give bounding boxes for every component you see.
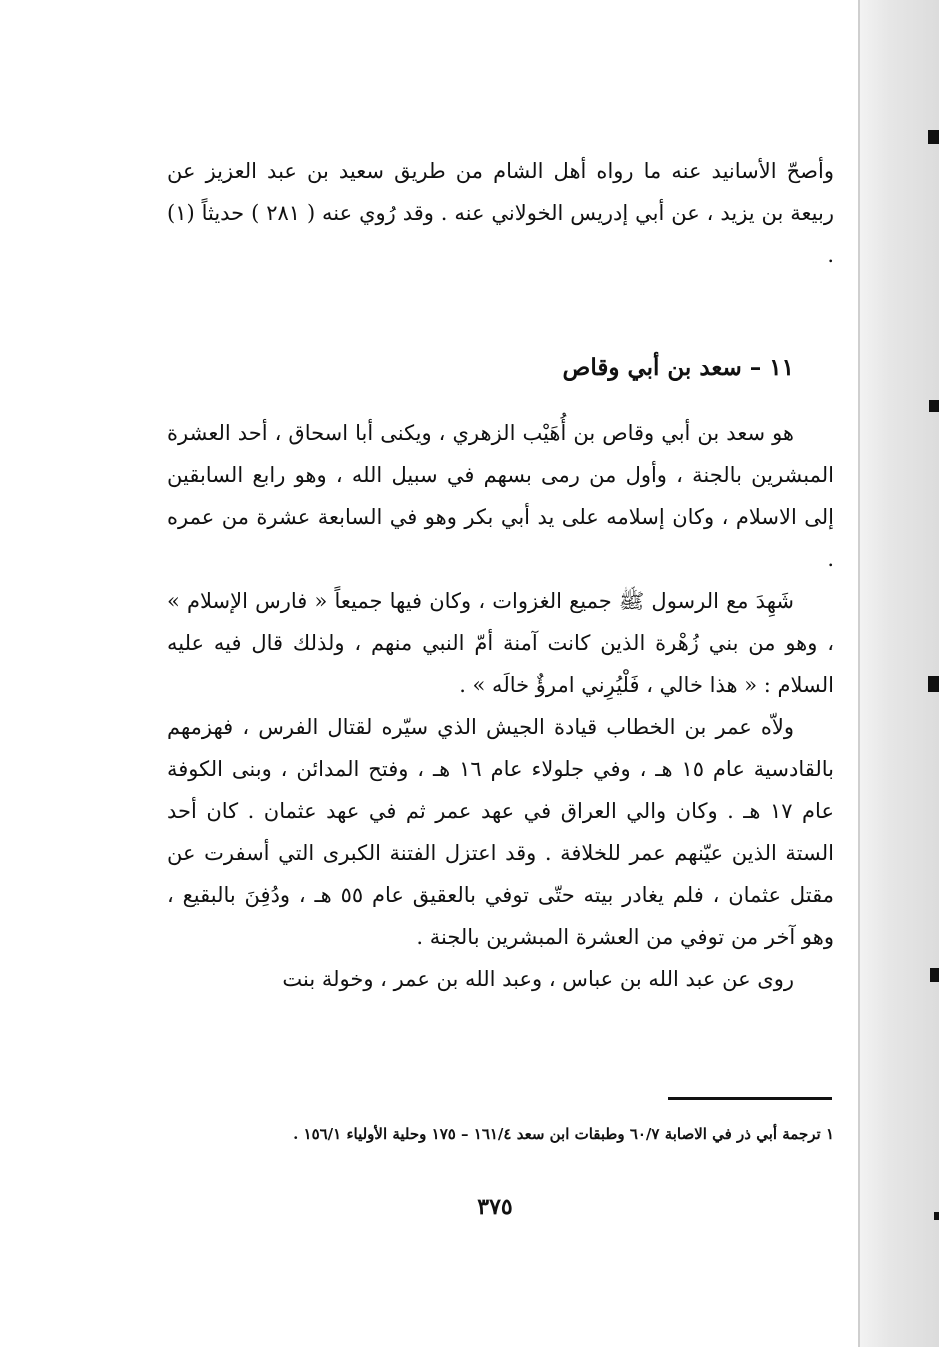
intro-text: وأصحّ الأسانيد عنه ما رواه أهل الشام من طريق سعيد بن عبد العزيز عن ربيعة بن يزيد ، عن أبي إدريس الخولاني عنه . وقد رُوي عنه ( ٢٨١ ) حديثاً (١) . (167, 159, 834, 267)
paragraph: ولاّه عمر بن الخطاب قيادة الجيش الذي سيّره لقتال الفرس ، فهزمهم بالقادسية عام ١٥ هـ ، وفي جلولاء عام ١٦ هـ ، وفتح المدائن ، وبنى الكوفة عام ١٧ هـ . وكان والي العراق في عهد عمر ثم في عهد عثمان . كان أحد الستة الذين عيّنهم عمر للخلافة . وقد اعتزل الفتنة الكبرى التي أسفرت عن مقتل عثمان ، فلم يغادر بيته حتّى توفي بالعقيق عام ٥٥ هـ ، ودُفِنَ بالبقيع ، وهو آخر من توفي من العشرة المبشرين بالجنة . (167, 715, 834, 949)
footnote-divider (668, 1097, 832, 1100)
page-edge-shadow (858, 0, 939, 1347)
paragraph: روى عن عبد الله بن عباس ، وعبد الله بن عمر ، وخولة بنت (282, 967, 794, 991)
paragraph: شَهِدَ مع الرسول ﷺ جميع الغزوات ، وكان فيها جميعاً « فارس الإسلام » ، وهو من بني زُهْرة الذين كانت آمنة أمّ النبي منهم ، ولذلك قال فيه عليه السلام : « هذا خالي ، فَلْيُرِني امرؤٌ خالَه » . (167, 589, 834, 697)
footnote: ١ ترجمة أبي ذر في الاصابة ٦٠/٧ وطبقات ابن سعد ١٦١/٤ – ١٧٥ وحلية الأولياء ١٥٦/١ . (293, 1125, 834, 1143)
punch-mark (928, 130, 939, 144)
paragraph: هو سعد بن أبي وقاص بن أُهَيْب الزهري ، ويكنى أبا اسحاق ، أحد العشرة المبشرين بالجنة ، وأول من رمى بسهم في سبيل الله ، وهو رابع السابقين إلى الاسلام ، وكان إسلامه على يد أبي بكر وهو في السابعة عشرة من عمره . (167, 421, 834, 571)
page-edge-line (858, 0, 860, 1347)
punch-mark (928, 676, 939, 692)
punch-mark (934, 1212, 939, 1220)
punch-mark (929, 400, 939, 412)
punch-mark (930, 968, 939, 982)
page-number: ٣٧٥ (477, 1194, 513, 1220)
intro-paragraph (167, 150, 834, 276)
biography-text (167, 412, 834, 1000)
section-heading: ١١ – سعد بن أبي وقاص (562, 354, 794, 381)
